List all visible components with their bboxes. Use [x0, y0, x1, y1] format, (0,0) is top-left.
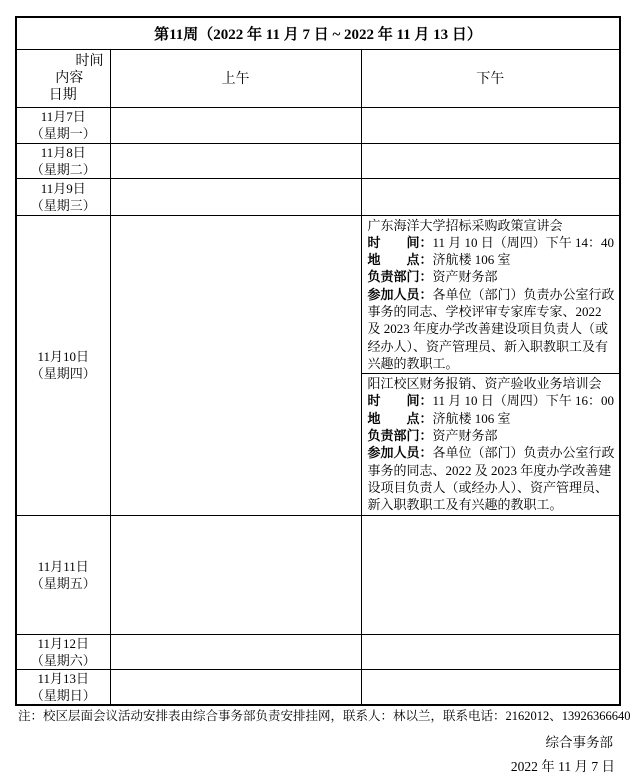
- event-place-line: [368, 251, 617, 268]
- day-row-sunday: [16, 669, 620, 705]
- event-place-label: 地 点：: [367, 410, 433, 426]
- date-cell: [16, 515, 110, 634]
- event-time-line: [368, 392, 617, 409]
- date-label: 11月10日: [37, 349, 90, 365]
- day-row-tuesday: [16, 143, 620, 178]
- date-label: 11月7日: [40, 109, 86, 124]
- corner-header-cell: [16, 49, 110, 107]
- footer-note: 注：校区层面会议活动安排表由综合事务部负责安排挂网，联系人：林以兰，联系电话：2162012、13926366640: [18, 709, 631, 723]
- event-place-label: 地 点：: [367, 252, 433, 268]
- event-time-line: [368, 234, 617, 251]
- date-label: 11月11日: [37, 558, 89, 574]
- corner-time-label: 时间: [75, 53, 104, 69]
- event-attendees-line: [368, 286, 617, 372]
- morning-cell: [110, 178, 361, 215]
- date-label: 11月8日: [40, 144, 86, 160]
- event-attendees-value: 各单位（部门）负责办公室行政事务的同志、学校评审专家库专家、2022 及 2023 年度办学改善建设项目负责人（或经办人）、资产管理员、新入职教职工及有兴趣的教职工。: [367, 286, 615, 371]
- weekday-label: （星期四）: [30, 366, 96, 382]
- week-title-row: [16, 17, 620, 49]
- event-dept-value: 资产财务部: [432, 269, 498, 285]
- date-cell: [16, 178, 110, 215]
- event-dept-value: 资产财务部: [432, 428, 498, 444]
- corner-content-label: 内容: [55, 70, 84, 86]
- date-cell: [16, 107, 110, 143]
- morning-cell: [110, 669, 361, 705]
- afternoon-cell: [361, 107, 620, 143]
- column-header-afternoon: 下午: [361, 49, 620, 107]
- day-row-monday: [16, 107, 620, 143]
- signature-department: 综合事务部: [545, 735, 613, 750]
- event-place-value: 济航楼 106 室: [432, 252, 511, 268]
- event-time-label: 时 间：: [367, 393, 433, 409]
- event-title: 阳江校区财务报销、资产验收业务培训会: [367, 376, 602, 392]
- event-attendees-line: [368, 444, 617, 513]
- column-header-row: [16, 49, 620, 107]
- week-title: 第11周（2022 年 11 月 7 日 ~ 2022 年 11 月 13 日）: [16, 17, 620, 49]
- weekday-label: （星期三）: [30, 197, 96, 213]
- morning-cell: [110, 107, 361, 143]
- date-cell: [16, 143, 110, 178]
- afternoon-cell: [361, 178, 620, 215]
- event-attendees-value: 各单位（部门）负责办公室行政事务的同志、2022 及 2023 年度办学改善建设项目负责人（或经办人）、资产管理员、新入职教职工及有兴趣的教职工。: [367, 445, 615, 513]
- day-row-thursday: [16, 215, 620, 374]
- event-time-label: 时 间：: [367, 234, 433, 250]
- date-cell: [16, 634, 110, 669]
- event-dept-label: 负责部门：: [367, 428, 433, 444]
- event-attendees-label: 参加人员：: [367, 445, 433, 461]
- event-place-value: 济航楼 106 室: [432, 410, 511, 426]
- day-row-wednesday: [16, 178, 620, 215]
- weekly-schedule-table: [15, 16, 621, 706]
- date-cell: [16, 669, 110, 705]
- weekday-label: （星期六）: [30, 652, 96, 668]
- morning-cell: [110, 215, 361, 515]
- morning-cell: [110, 515, 361, 634]
- date-label: 11月9日: [40, 180, 86, 196]
- date-label: 11月12日: [37, 635, 90, 651]
- event-time-value: 11 月 10 日（周四）下午 14：40: [432, 234, 615, 250]
- corner-date-label: 日期: [48, 87, 77, 103]
- date-cell: [16, 215, 110, 515]
- weekday-label: （星期日）: [30, 687, 96, 703]
- day-row-friday: [16, 515, 620, 634]
- weekday-label: （星期一）: [30, 126, 96, 141]
- afternoon-cell: [361, 669, 620, 705]
- afternoon-cell: [361, 143, 620, 178]
- signature-date: 2022 年 11 月 7 日: [510, 759, 615, 774]
- event-place-line: [368, 410, 617, 427]
- event-dept-line: [368, 427, 617, 444]
- afternoon-cell: [361, 634, 620, 669]
- event-dept-line: [368, 268, 617, 285]
- afternoon-event-cell-1: [361, 215, 620, 374]
- event-time-value: 11 月 10 日（周四）下午 16：00: [432, 393, 615, 409]
- event-title: 广东海洋大学招标采购政策宣讲会: [367, 217, 563, 233]
- event-attendees-label: 参加人员：: [367, 286, 433, 302]
- event-dept-label: 负责部门：: [367, 269, 433, 285]
- day-row-saturday: [16, 634, 620, 669]
- weekday-label: （星期二）: [30, 161, 96, 177]
- afternoon-event-cell-2: [361, 374, 620, 515]
- column-header-morning: 上午: [110, 49, 361, 107]
- morning-cell: [110, 634, 361, 669]
- weekday-label: （星期五）: [30, 575, 96, 591]
- morning-cell: [110, 143, 361, 178]
- date-label: 11月13日: [37, 670, 90, 686]
- afternoon-cell: [361, 515, 620, 634]
